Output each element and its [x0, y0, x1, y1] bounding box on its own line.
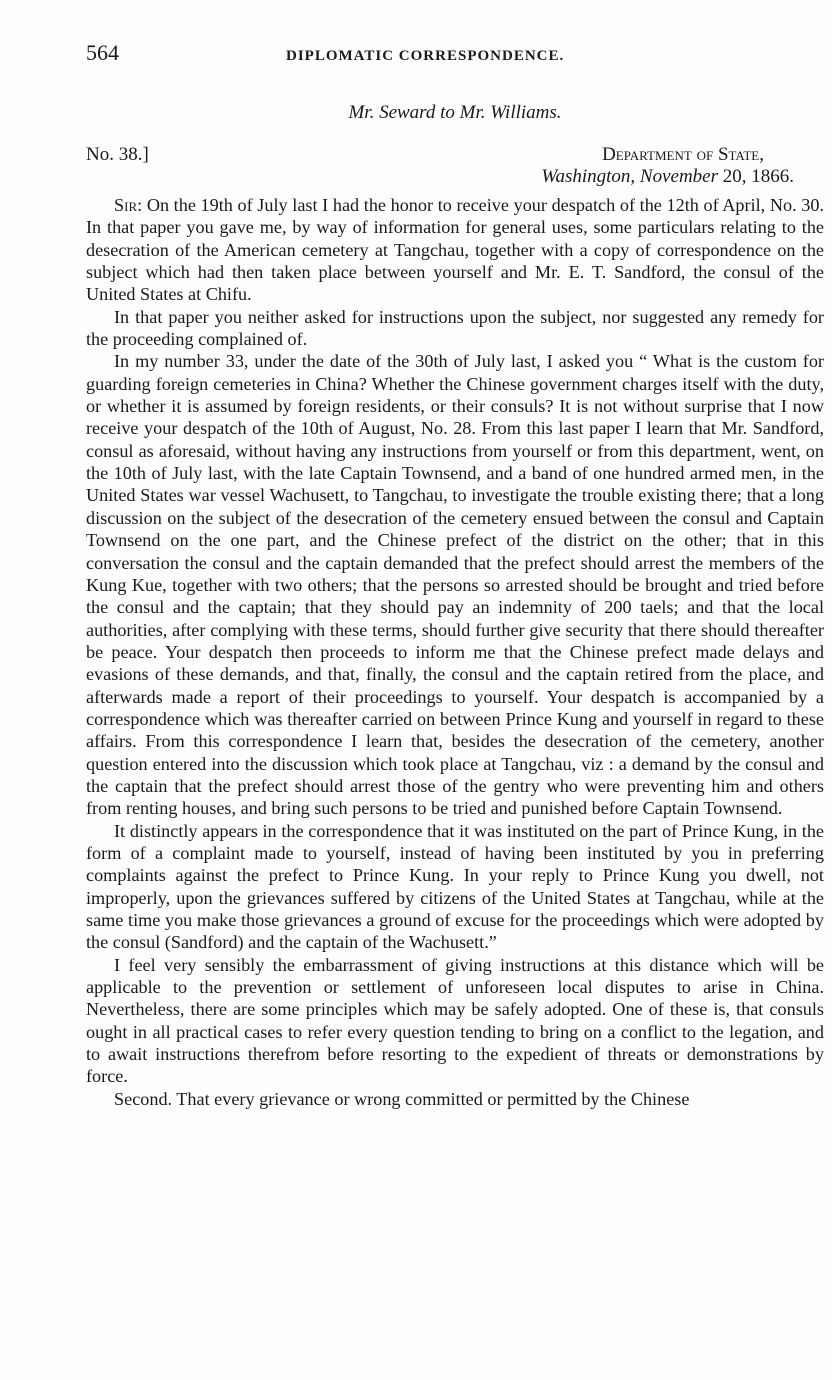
- running-head: [86, 40, 824, 80]
- paragraph: [86, 1088, 824, 1110]
- place-date: [86, 166, 794, 192]
- place-date-italic: Washington, November: [541, 166, 718, 187]
- paragraph: [86, 194, 824, 306]
- paragraph-text: Second. That every grievance or wrong committed or permitted by the Chinese: [114, 1088, 690, 1109]
- letter-title: Mr. Seward to Mr. Williams.: [348, 102, 562, 123]
- paragraph: [86, 350, 824, 819]
- page-number: 564: [86, 40, 119, 65]
- running-title: DIPLOMATIC CORRESPONDENCE.: [286, 48, 565, 64]
- letter-body: [86, 194, 824, 1110]
- paragraph: [86, 954, 824, 1088]
- despatch-number: No. 38.]: [86, 144, 149, 165]
- paragraph-text: In that paper you neither asked for instructions upon the subject, nor suggested any remedy for the proceeding complained of.: [86, 306, 824, 350]
- place-date-plain: 20, 1866.: [722, 166, 794, 187]
- letter-heading: [86, 144, 824, 166]
- paragraph: [86, 820, 824, 954]
- paragraph-text: : On the 19th of July last I had the honor to receive your despatch of the 12th of April, No. 30. In that paper you gave me, by way of information for general uses, some particulars relating to the desecration of the American cemetery at Tangchau, together with a copy of correspondence on the subject which had then taken place between yourself and Mr. E. T. Sandford, the consul of the United States at Chifu.: [86, 195, 824, 305]
- document-page: [86, 40, 824, 1110]
- paragraph-text: I feel very sensibly the embarrassment of giving instructions at this distance which will be applicable to the prevention or settlement of unforeseen local disputes to arise in China. Nevertheless, there are some principles which may be safely adopted. One of these is, that consuls ought in all practical cases to refer every question tending to bring on a conflict to the legation, and to await instructions therefrom before resorting to the expedient of threats or demonstrations by force.: [86, 954, 824, 1087]
- department-name: Department of State,: [602, 144, 764, 165]
- paragraph-text: In my number 33, under the date of the 30th of July last, I asked you “ What is the custom for guarding foreign cemeteries in China? Whether the Chinese government charges itself with the duty, or whether it is assumed by foreign residents, or their consuls? It is not without surprise that I now receive your despatch of the 10th of August, No. 28. From this last paper I learn that Mr. Sandford, consul as aforesaid, without having any instructions from yourself or from this department, went, on the 10th of July last, with the late Captain Townsend, and a band of one hundred armed men, in the United States war vessel Wachusett, to Tangchau, to investigate the trouble existing there; that a long discussion on the subject of the desecration of the cemetery ensued between the consul and Captain Townsend on the one part, and the Chinese prefect of the district on the other; that in this conversation the consul and the captain demanded that the prefect should arrest the members of the Kung Kue, together with two others; that the persons so arrested should be brought and tried before the consul and the captain; that they should pay an indemnity of 200 taels; and that the local authorities, after complying with these terms, should further give security that there should thereafter be peace. Your despatch then proceeds to inform me that the Chinese prefect made delays and evasions of these demands, and that, finally, the consul and the captain retired from the place, and afterwards made a report of their proceedings to yourself. Your despatch is accompanied by a correspondence which was thereafter carried on between Prince Kung and yourself in regard to these affairs. From this correspondence I learn that, besides the desecration of the cemetery, another question entered into the discussion which took place at Tangchau, viz : a demand by the consul and the captain that the prefect should arrest those of the gentry who were preventing him and others from renting houses, and bring such persons to be tried and punished before Captain Townsend.: [86, 351, 824, 819]
- paragraph: [86, 306, 824, 351]
- salutation-word: Sir: [114, 195, 138, 215]
- paragraph-text: It distinctly appears in the correspondence that it was instituted on the part of Prince Kung, in the form of a complaint made to yourself, instead of having been instituted by you in preferring complaints against the prefect to Prince Kung. In your reply to Prince Kung you dwell, not improperly, upon the grievances suffered by citizens of the United States at Tangchau, while at the same time you make those grievances a ground of excuse for the proceedings which were adopted by the consul (Sandford) and the captain of the Wachusett.”: [86, 820, 824, 953]
